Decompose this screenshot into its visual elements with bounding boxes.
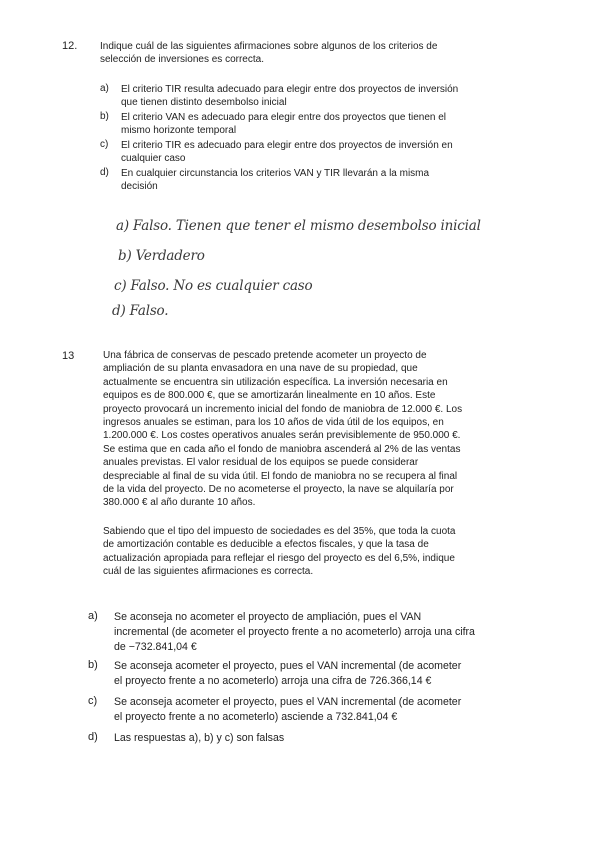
option-letter: c) <box>100 139 109 150</box>
question-12-options <box>100 83 522 193</box>
option-letter: d) <box>100 167 109 178</box>
handwritten-answer-b: b) Verdadero <box>118 248 205 264</box>
option-letter: b) <box>88 659 98 671</box>
stem-line: selección de inversiones es correcta. <box>100 54 264 66</box>
option-a <box>88 610 524 655</box>
option-line: de −732.841,04 € <box>114 641 197 653</box>
option-line: En cualquier circunstancia los criterios VAN y TIR llevarán a la misma <box>121 168 430 179</box>
option-letter: a) <box>100 83 109 94</box>
option-line: mismo horizonte temporal <box>121 125 237 136</box>
handwritten-answer-d: d) Falso. <box>112 303 169 319</box>
para-line: Sabiendo que el tipo del impuesto de sociedades es del 35%, que toda la cuota <box>103 526 456 537</box>
option-line: el proyecto frente a no acometerlo) arroja una cifra de 726.366,14 € <box>114 675 432 687</box>
option-text <box>121 111 522 137</box>
para-line: actualmente se encuentra sin utilización específica. La inversión necesaria en <box>103 376 448 388</box>
option-text <box>121 83 522 109</box>
para-line: 1.200.000 €. Los costes operativos anuales serán previsiblemente de 950.000 €. <box>103 430 461 442</box>
option-text <box>121 139 522 165</box>
option-line: incremental (de acometer el proyecto frente a no acometerlo) arroja una cifra <box>114 626 475 638</box>
option-line: Se aconseja acometer el proyecto, pues el VAN incremental (de acometer <box>114 696 462 708</box>
option-line: decisión <box>121 181 158 192</box>
option-text <box>114 610 524 655</box>
question-13-paragraph-2 <box>103 525 522 579</box>
option-line: El criterio TIR es adecuado para elegir entre dos proyectos de inversión en <box>121 140 453 151</box>
question-12-number: 12. <box>62 40 78 52</box>
option-line: el proyecto frente a no acometerlo) asciende a 732.841,04 € <box>114 711 398 723</box>
option-letter: a) <box>88 610 98 622</box>
option-d <box>100 167 522 193</box>
option-line: Se aconseja no acometer el proyecto de ampliación, pues el VAN <box>114 611 422 623</box>
para-line: ingresos anuales se estiman, para los 10 años de vida útil de los equipos, en <box>103 417 444 429</box>
question-12-stem <box>100 40 520 67</box>
option-line: cualquier caso <box>121 153 186 164</box>
para-line: despreciable al final de su vida útil. El fondo de maniobra no se recupera al final <box>103 470 458 482</box>
para-line: proyecto provocará un incremento inicial del fondo de maniobra de 12.000 €. Los <box>103 403 463 415</box>
option-line: El criterio TIR resulta adecuado para elegir entre dos proyectos de inversión <box>121 84 459 95</box>
option-line: Se aconseja acometer el proyecto, pues el VAN incremental (de acometer <box>114 660 462 672</box>
handwritten-answer-a: a) Falso. Tienen que tener el mismo desembolso inicial <box>116 218 481 234</box>
option-text <box>114 695 524 725</box>
handwritten-answer-c: c) Falso. No es cualquier caso <box>114 278 313 294</box>
option-d <box>88 731 524 746</box>
option-a <box>100 83 522 109</box>
option-text <box>121 167 522 193</box>
para-line: equipos es de 800.000 €, que se amortizarán linealmente en 10 años. Este <box>103 390 436 402</box>
option-text <box>114 659 524 689</box>
option-letter: b) <box>100 111 109 122</box>
para-line: cuál de las siguientes afirmaciones es correcta. <box>103 566 314 578</box>
option-b <box>100 111 522 137</box>
question-13-options <box>88 610 524 746</box>
option-text <box>114 731 524 746</box>
option-c <box>88 695 524 725</box>
para-line: anuales previstas. El valor residual de los equipos se puede considerar <box>103 457 419 469</box>
question-13-paragraph-1 <box>103 349 522 510</box>
para-line: Una fábrica de conservas de pescado pretende acometer un proyecto de <box>103 350 427 361</box>
para-line: ampliación de su planta envasadora en una nave de su propiedad, que <box>103 363 418 375</box>
para-line: 380.000 € al año durante 10 años. <box>103 497 256 509</box>
para-line: Se estima que en cada año el fondo de maniobra ascenderá al 2% de las ventas <box>103 443 461 455</box>
option-b <box>88 659 524 689</box>
stem-line: Indique cuál de las siguientes afirmaciones sobre algunos de los criterios de <box>100 41 438 52</box>
para-line: actualización apropiada para reflejar el riesgo del proyecto es del 6,5%, indique <box>103 552 455 564</box>
para-line: de la vida del proyecto. De no acometerse el proyecto, la nave se alquilaría por <box>103 484 454 496</box>
option-line: que tienen distinto desembolso inicial <box>121 97 287 108</box>
option-line: El criterio VAN es adecuado para elegir entre dos proyectos que tienen el <box>121 112 447 123</box>
bleed-through-mark <box>395 268 398 279</box>
option-line: Las respuestas a), b) y c) son falsas <box>114 732 285 744</box>
para-line: de amortización contable es deducible a efectos fiscales, y que la tasa de <box>103 539 429 551</box>
option-letter: c) <box>88 695 98 707</box>
option-letter: d) <box>88 731 98 743</box>
question-13-number: 13 <box>62 350 75 362</box>
option-c <box>100 139 522 165</box>
